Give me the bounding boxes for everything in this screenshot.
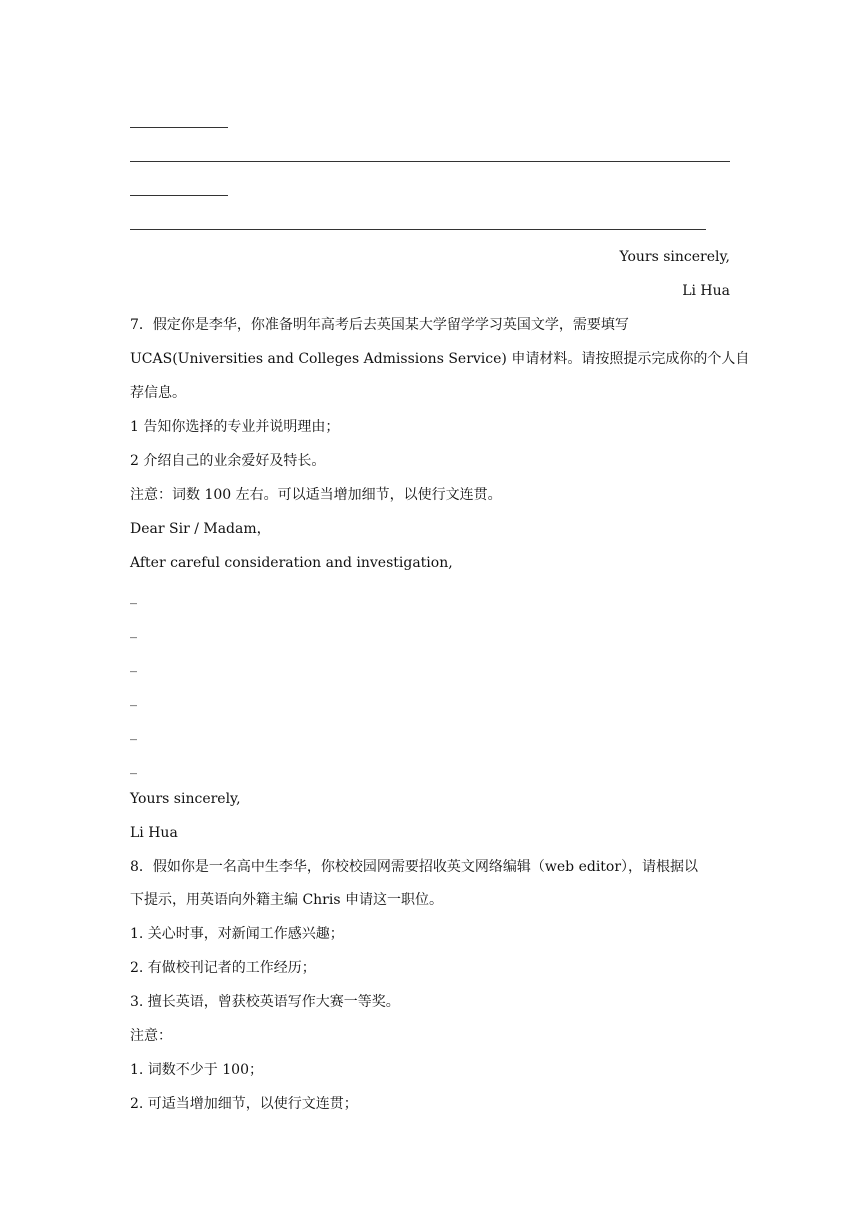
q7-note: 注意：词数 100 左右。可以适当增加细节，以使行文连贯。 <box>130 487 502 503</box>
q7-blank-line: _ <box>130 589 137 605</box>
q7-closing: Yours sincerely, <box>130 791 241 807</box>
answer-line-full <box>130 229 706 230</box>
answer-line-short <box>130 127 228 128</box>
q8-note-label: 注意： <box>130 1028 172 1044</box>
answer-line-short <box>130 195 228 196</box>
q7-blank-line: _ <box>130 725 137 741</box>
q7-blank-line: _ <box>130 657 137 673</box>
answer-line-full <box>130 161 730 162</box>
q7-prompt-line2: UCAS(Universities and Colleges Admissions Service) 申请材料。请按照提示完成你的个人自 <box>130 351 750 367</box>
closing-text: Yours sincerely, <box>619 249 730 265</box>
q8-point3: 3. 擅长英语，曾获校英语写作大赛一等奖。 <box>130 994 400 1010</box>
q8-prompt-line2: 下提示，用英语向外籍主编 Chris 申请这一职位。 <box>130 892 443 908</box>
q7-point1: 1 告知你选择的专业并说明理由； <box>130 419 340 435</box>
q7-opening: After careful consideration and investigation, <box>130 555 453 571</box>
q7-signature: Li Hua <box>130 825 178 841</box>
q7-blank-line: _ <box>130 691 137 707</box>
q7-salutation: Dear Sir / Madam， <box>130 521 271 537</box>
signature-text: Li Hua <box>682 283 730 299</box>
q7-prompt-line1: 7．假定你是李华，你准备明年高考后去英国某大学留学学习英国文学，需要填写 <box>130 317 629 333</box>
q7-blank-line: _ <box>130 759 137 775</box>
q8-note1: 1. 词数不少于 100； <box>130 1062 263 1078</box>
q7-point2: 2 介绍自己的业余爱好及特长。 <box>130 453 326 469</box>
q8-point1: 1. 关心时事，对新闻工作感兴趣； <box>130 926 344 942</box>
q8-prompt-line1: 8．假如你是一名高中生李华，你校校园网需要招收英文网络编辑（web editor），请根据以 <box>130 859 699 875</box>
q8-point2: 2. 有做校刊记者的工作经历； <box>130 960 316 976</box>
q8-note2: 2. 可适当增加细节，以使行文连贯； <box>130 1096 358 1112</box>
q7-blank-line: _ <box>130 623 137 639</box>
q7-prompt-line3: 荐信息。 <box>130 385 186 401</box>
